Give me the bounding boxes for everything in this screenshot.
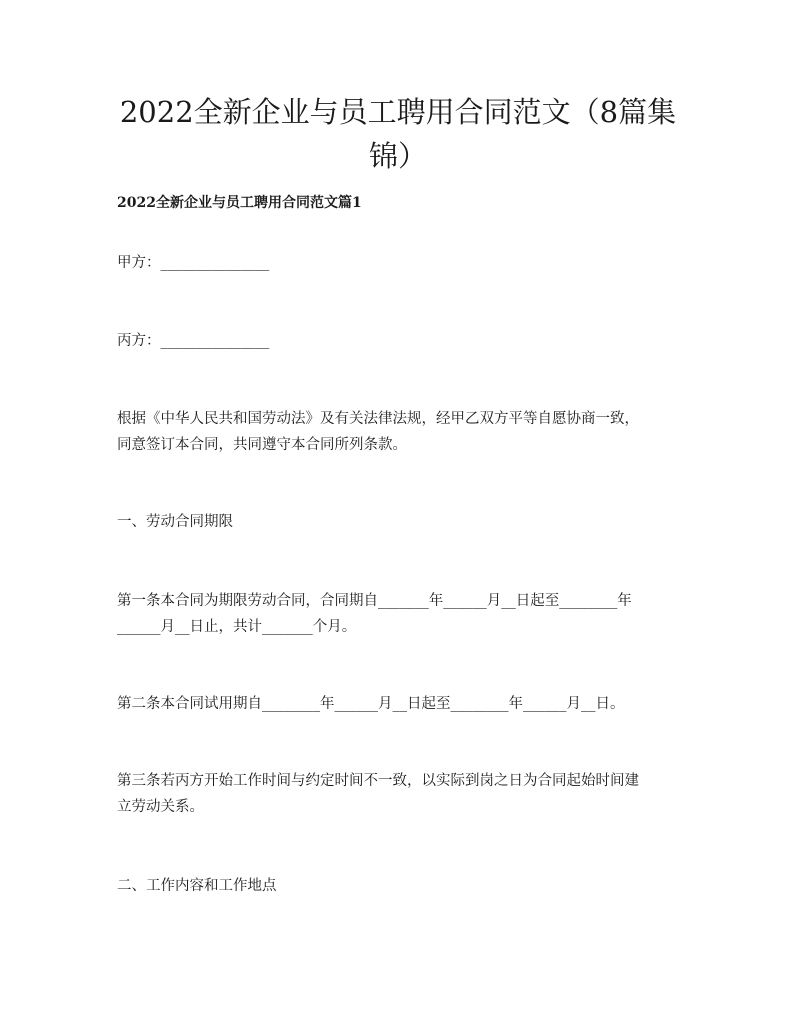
article-2-text: 第二条本合同试用期自________年______月__日起至________年______月__日。 [117,696,625,712]
article-1-line-1: 第一条本合同为期限劳动合同，合同期自_______年______月__日起至________年 [117,593,632,609]
section-1-heading-text: 一、劳动合同期限 [117,514,233,530]
article-1-line-2: ______月__日止，共计_______个月。 [117,619,357,635]
party-a-text: 甲方：_______________ [117,255,270,271]
intro-line-2: 同意签订本合同，共同遵守本合同所列条款。 [117,437,407,453]
article-2-paragraph [117,691,682,717]
intro-paragraph [117,406,682,458]
document-title-line-2: 锦） [368,139,427,173]
party-c-line [117,328,682,354]
article-3-line-2: 立劳动关系。 [117,799,204,815]
party-a-line [117,250,682,276]
party-c-text: 丙方：_______________ [117,333,270,349]
document-title [100,90,696,178]
document-title-line-1: 2022全新企业与员工聘用合同范文（8篇集 [119,95,677,129]
article-1-paragraph [117,588,682,640]
article-3-paragraph [117,768,682,820]
section-2-heading-text: 二、工作内容和工作地点 [117,878,277,894]
article-3-line-1: 第三条若丙方开始工作时间与约定时间不一致，以实际到岗之日为合同起始时间建 [117,773,639,789]
intro-line-1: 根据《中华人民共和国劳动法》及有关法律法规，经甲乙双方平等自愿协商一致， [117,411,639,427]
section-2-heading [117,873,682,899]
article-subtitle: 2022全新企业与员工聘用合同范文篇1 [117,195,362,211]
section-1-heading [117,509,682,535]
